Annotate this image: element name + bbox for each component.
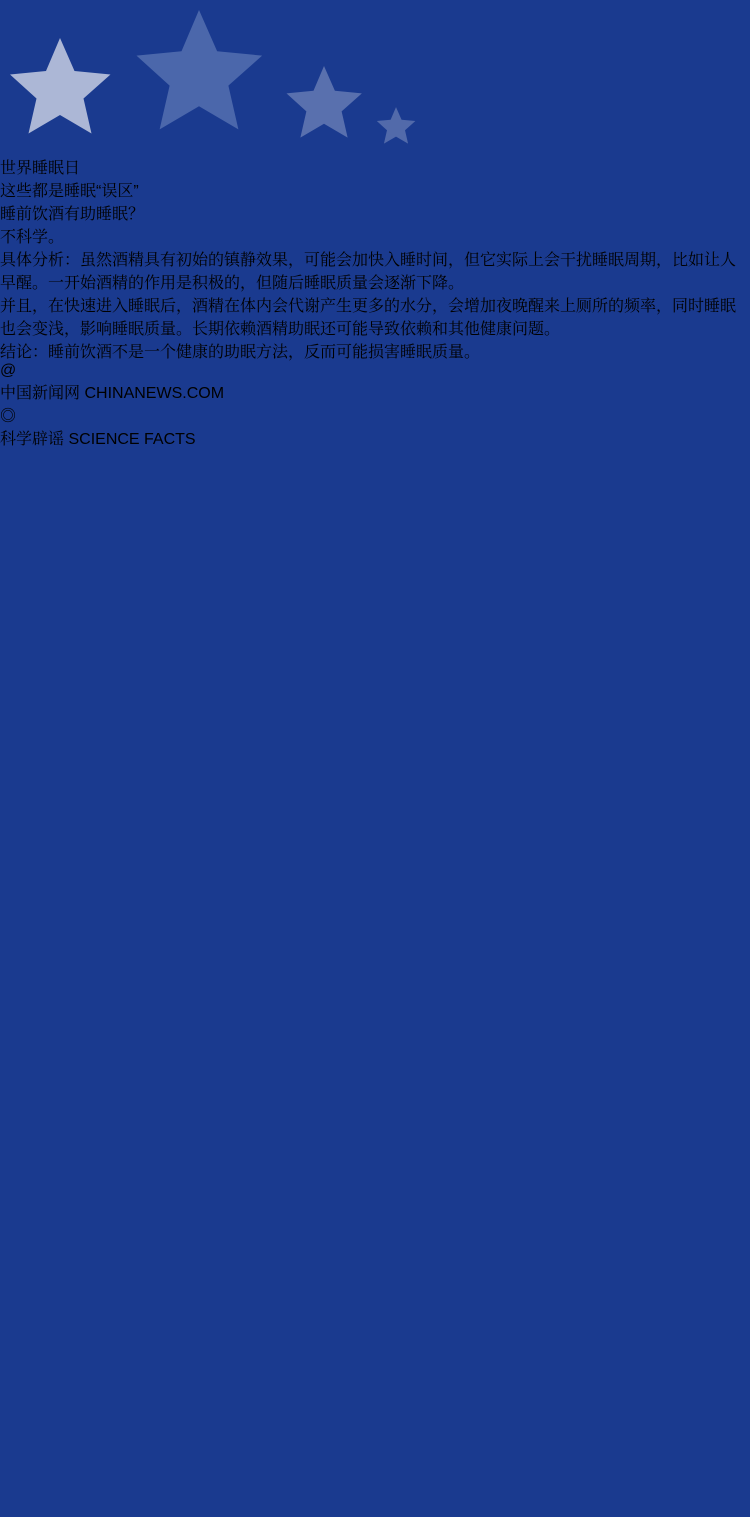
paragraph (0, 339, 750, 362)
star-icon (124, 137, 278, 154)
footer (0, 362, 750, 449)
card-body (0, 224, 750, 362)
title-block (0, 155, 750, 201)
paragraph-lead: 结论： (0, 344, 49, 361)
brand-sub: SCIENCE FACTS (68, 431, 196, 448)
page-title: 世界睡眠日 (0, 160, 81, 177)
paragraph-text: 虽然酒精具有初始的镇静效果，可能会加快入睡时间，但它实际上会干扰睡眠周期，比如让人早醒。一开始酒精的作用是积极的，但随后睡眠质量会逐渐下降。 (0, 252, 737, 292)
paragraph (0, 247, 750, 293)
brand-text (0, 380, 750, 403)
brand-text (0, 426, 750, 449)
paragraph-text: 不科学。 (0, 229, 65, 246)
paragraph (0, 293, 750, 339)
chinanews-logo-icon: @ (0, 362, 17, 379)
science-facts-logo-icon: ◎ (0, 408, 17, 425)
paragraph (0, 224, 750, 247)
brand-name: 科学辟谣 (0, 431, 65, 448)
paragraph-text: 睡前饮酒不是一个健康的助眠方法，反而可能损害睡眠质量。 (48, 344, 481, 361)
subtitle-badge: 这些都是睡眠“误区” (0, 183, 139, 200)
star-icon (279, 137, 373, 154)
content-card (0, 201, 750, 362)
brand-science-facts (0, 403, 750, 449)
paragraph-lead: 具体分析： (0, 252, 81, 269)
question-header: 睡前饮酒有助睡眠？ (0, 206, 145, 223)
brand-chinanews (0, 362, 750, 403)
paragraph-text: 并且，在快速进入睡眠后，酒精在体内会代谢产生更多的水分，会增加夜晚醒来上厕所的频率，同时睡眠也会变浅，影响睡眠质量。长期依赖酒精助眠还可能导致依赖和其他健康问题。 (0, 298, 737, 338)
brand-sub: CHINANEWS.COM (84, 385, 225, 402)
star-icon (373, 137, 419, 154)
brand-name: 中国新闻网 (0, 385, 81, 402)
star-icon (0, 137, 124, 154)
